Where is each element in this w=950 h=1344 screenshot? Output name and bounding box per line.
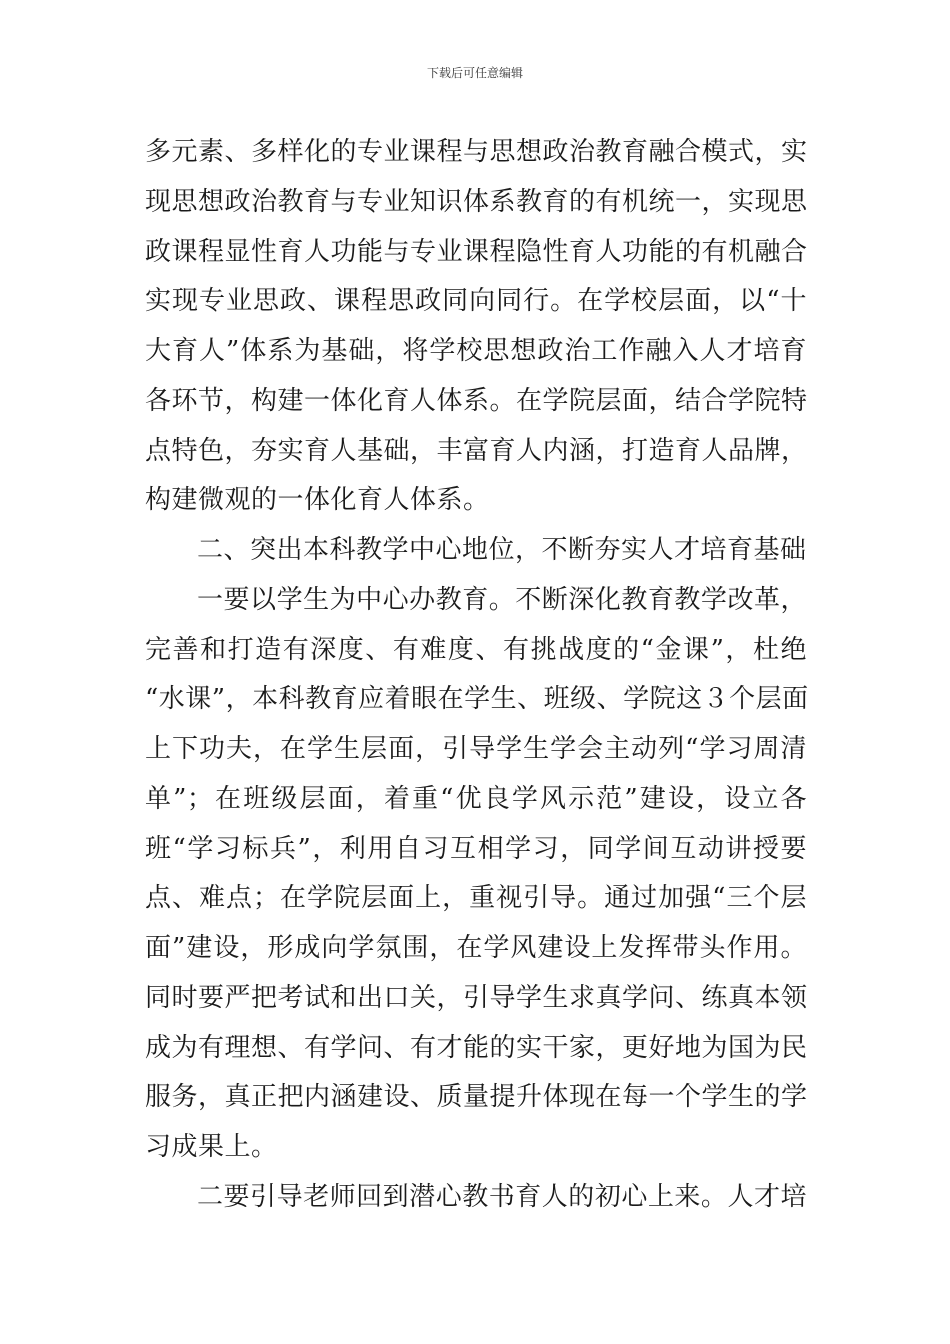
body-line: 习成果上。 bbox=[145, 1132, 278, 1162]
body-line: 点、难点；在学院层面上，重视引导。通过加强“三个层 bbox=[145, 883, 807, 914]
body-line: 上下功夫，在学生层面，引导学生学会主动列“学习周清 bbox=[145, 734, 807, 764]
body-line: 完善和打造有深度、有难度、有挑战度的“金课”，杜绝 bbox=[145, 634, 807, 665]
body-line: 点特色，夯实育人基础，丰富育人内涵，打造育人品牌， bbox=[145, 435, 808, 466]
body-line: 政课程显性育人功能与专业课程隐性育人功能的有机融合 bbox=[145, 236, 808, 267]
body-line: 班“学习标兵”，利用自习互相学习，同学间互动讲授要 bbox=[145, 833, 807, 864]
body-line: 现思想政治教育与专业知识体系教育的有机统一，实现思 bbox=[145, 186, 808, 217]
body-line: 同时要严把考试和出口关，引导学生求真学问、练真本领 bbox=[145, 982, 808, 1013]
body-line: “水课”，本科教育应着眼在学生、班级、学院这３个层面 bbox=[145, 684, 809, 715]
body-line: 面”建设，形成向学氛围，在学风建设上发挥带头作用。 bbox=[145, 933, 807, 963]
body-line: 各环节，构建一体化育人体系。在学院层面，结合学院特 bbox=[145, 385, 808, 416]
page-header: 下载后可任意编辑 bbox=[426, 66, 523, 80]
body-line: 多元素、多样化的专业课程与思想政治教育融合模式，实 bbox=[145, 137, 808, 167]
document-body bbox=[145, 128, 807, 1223]
body-line: 单”；在班级层面，着重“优良学风示范”建设，设立各 bbox=[145, 783, 807, 814]
body-line: 成为有理想、有学问、有才能的实干家，更好地为国为民 bbox=[145, 1032, 808, 1063]
paragraph-start-line: 二要引导老师回到潜心教书育人的初心上来。人才培 bbox=[197, 1181, 807, 1212]
body-line: 构建微观的一体化育人体系。 bbox=[145, 485, 490, 516]
section-heading: 二、突出本科教学中心地位，不断夯实人才培育基础 bbox=[197, 535, 807, 565]
body-line: 大育人”体系为基础，将学校思想政治工作融入人才培育 bbox=[145, 336, 807, 366]
body-line: 实现专业思政、课程思政同向同行。在学校层面，以“十 bbox=[145, 286, 807, 317]
body-line: 服务，真正把内涵建设、质量提升体现在每一个学生的学 bbox=[145, 1082, 808, 1113]
paragraph-start-line: 一要以学生为中心办教育。不断深化教育教学改革， bbox=[197, 584, 807, 615]
